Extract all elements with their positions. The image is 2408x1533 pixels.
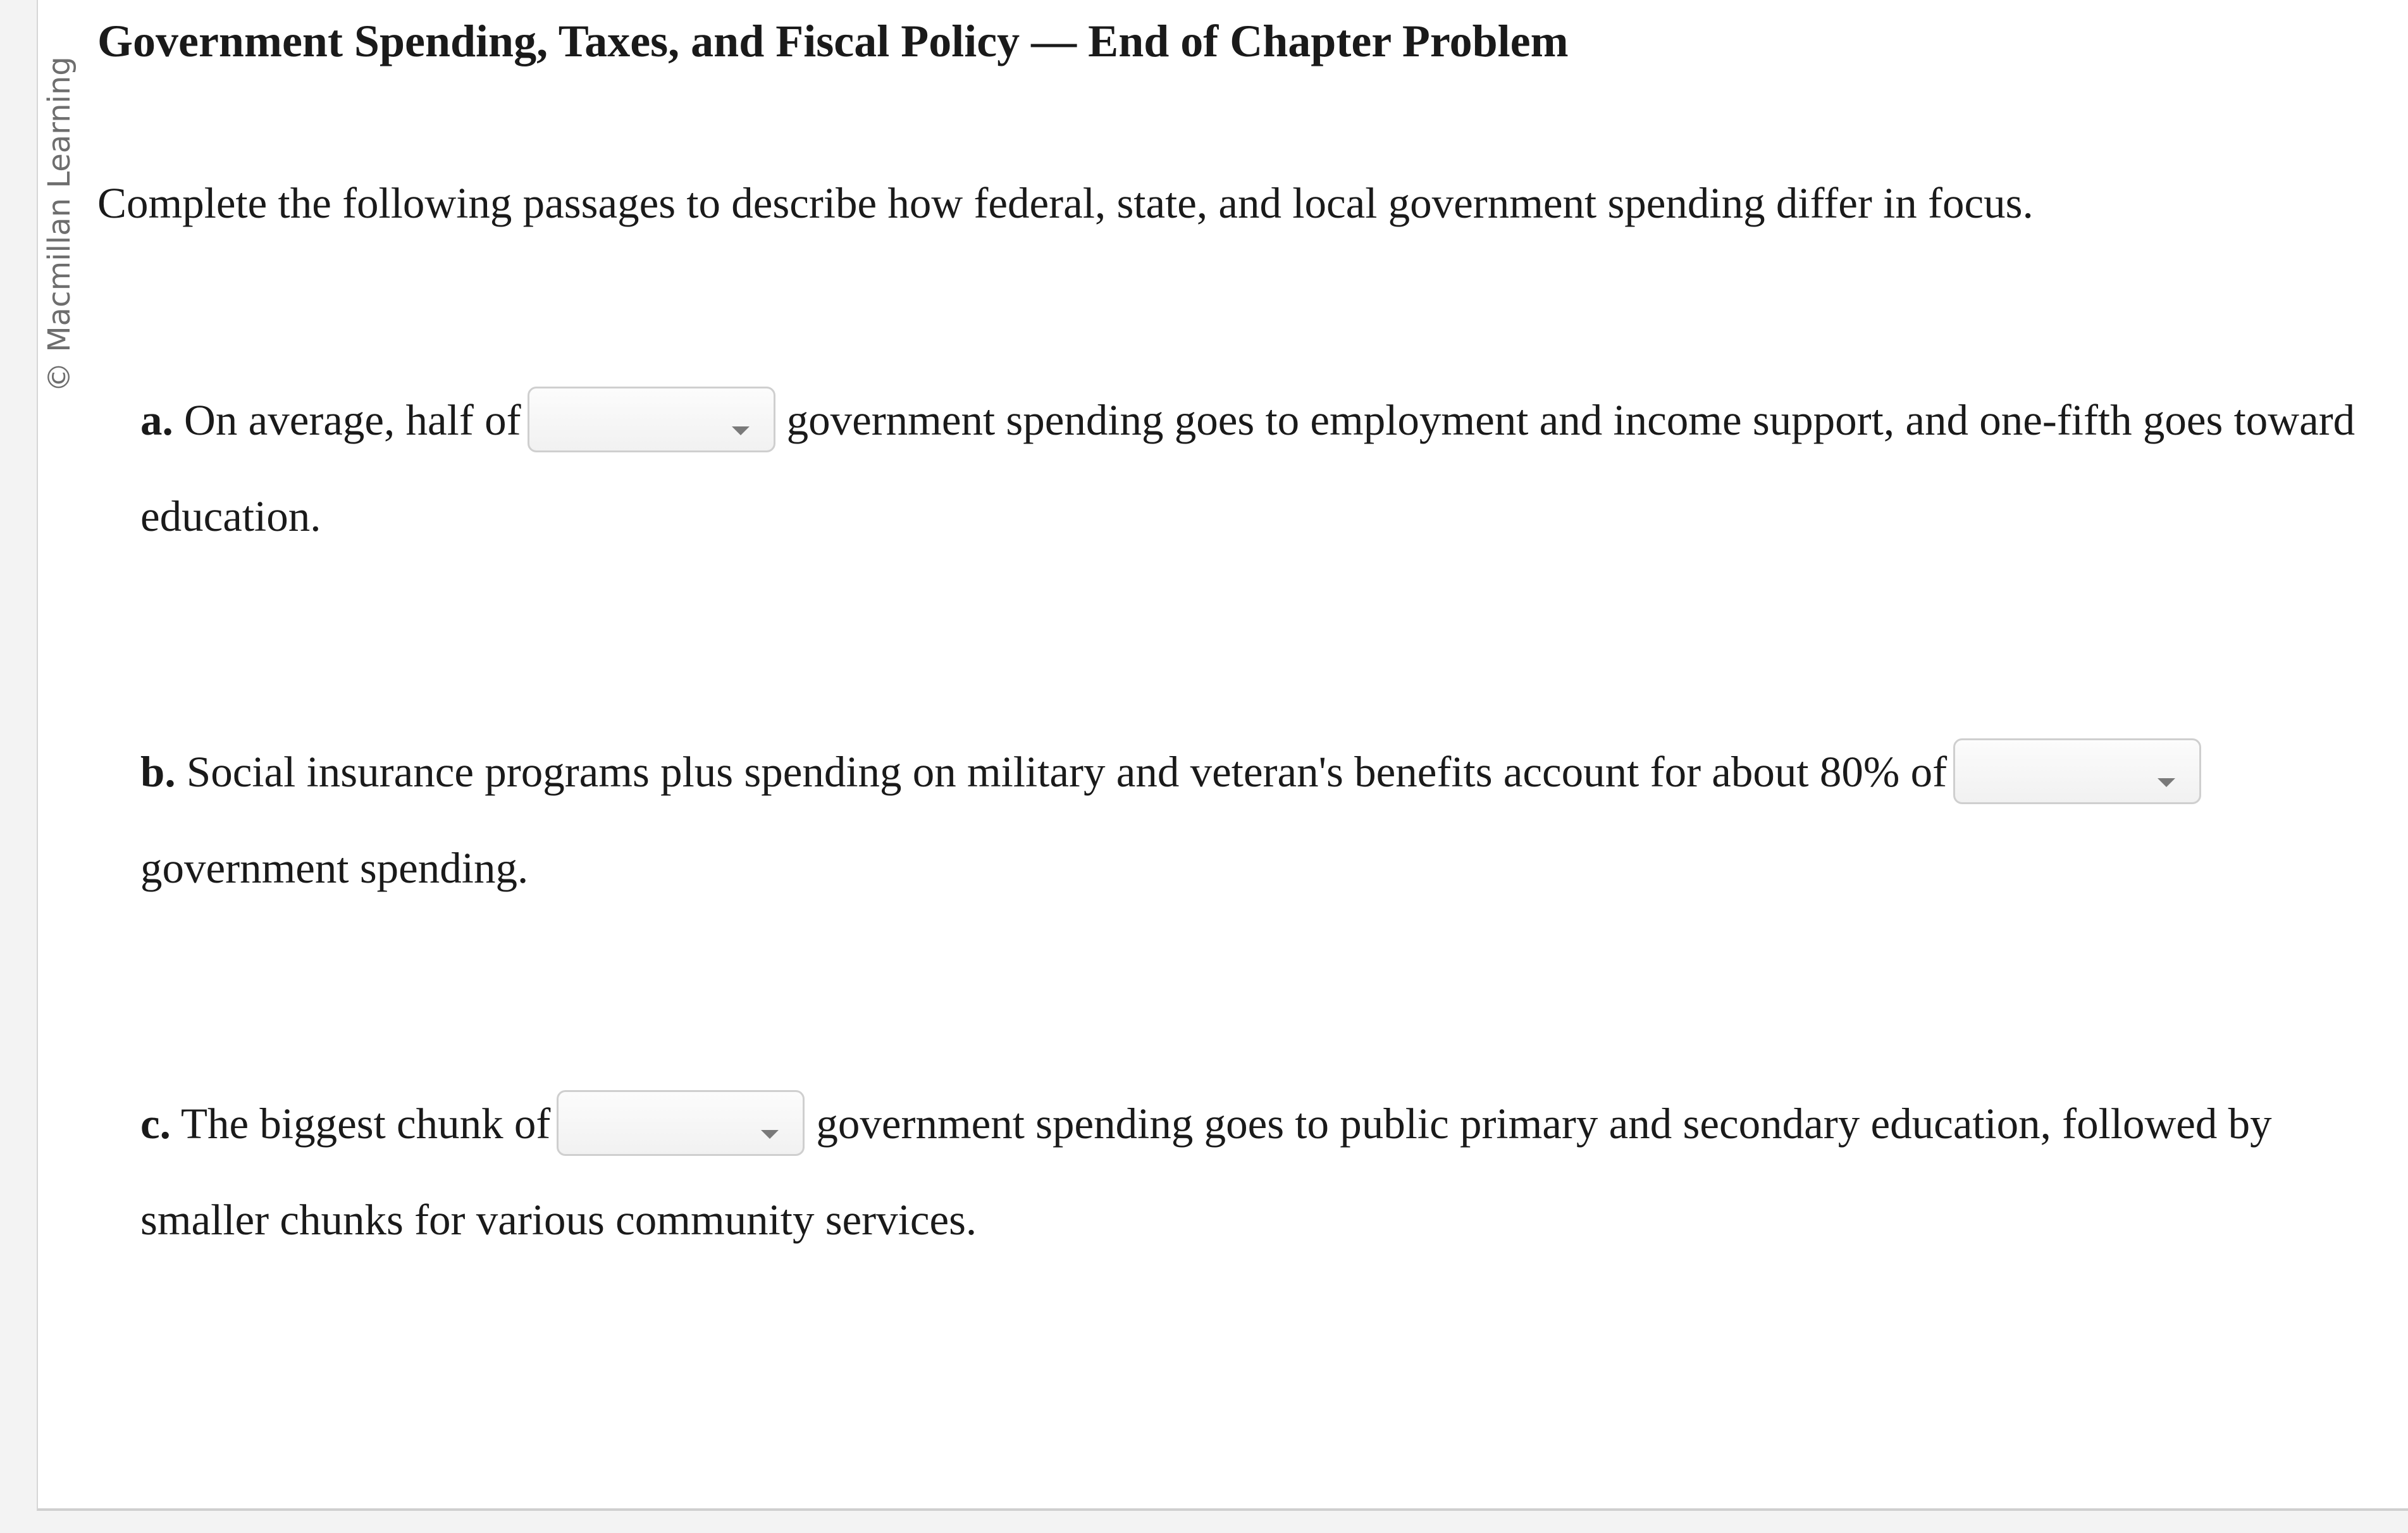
- question-b-text-before: Social insurance programs plus spending on military and veteran's benefits account for about 80% of: [186, 748, 1948, 796]
- question-c-label: c.: [140, 1100, 171, 1148]
- question-a-label: a.: [140, 396, 173, 444]
- chevron-down-icon: [732, 426, 750, 435]
- question-c: [140, 1076, 2392, 1268]
- instructions-text: Complete the following passages to describe how federal, state, and local government spending differ in focus.: [97, 179, 2034, 227]
- question-a-dropdown[interactable]: [528, 387, 775, 452]
- question-c-dropdown[interactable]: [557, 1090, 805, 1156]
- page-title: Government Spending, Taxes, and Fiscal Policy — End of Chapter Problem: [97, 16, 1569, 66]
- question-a-text-before: On average, half of: [184, 396, 521, 444]
- question-a-text-after: government spending goes to employment and income support, and one-fifth goes toward education.: [140, 396, 2356, 540]
- question-b: [140, 724, 2392, 916]
- chevron-down-icon: [761, 1130, 779, 1139]
- question-b-dropdown[interactable]: [1953, 738, 2201, 804]
- question-b-text-after: government spending.: [140, 844, 529, 892]
- question-a: [140, 372, 2392, 564]
- question-c-text-after: government spending goes to public primary and secondary education, followed by smaller chunks for various community services.: [140, 1100, 2272, 1244]
- chevron-down-icon: [2158, 778, 2175, 787]
- question-c-text-before: The biggest chunk of: [180, 1100, 551, 1148]
- copyright-credit: © Macmillan Learning: [42, 56, 77, 392]
- question-b-label: b.: [140, 748, 176, 796]
